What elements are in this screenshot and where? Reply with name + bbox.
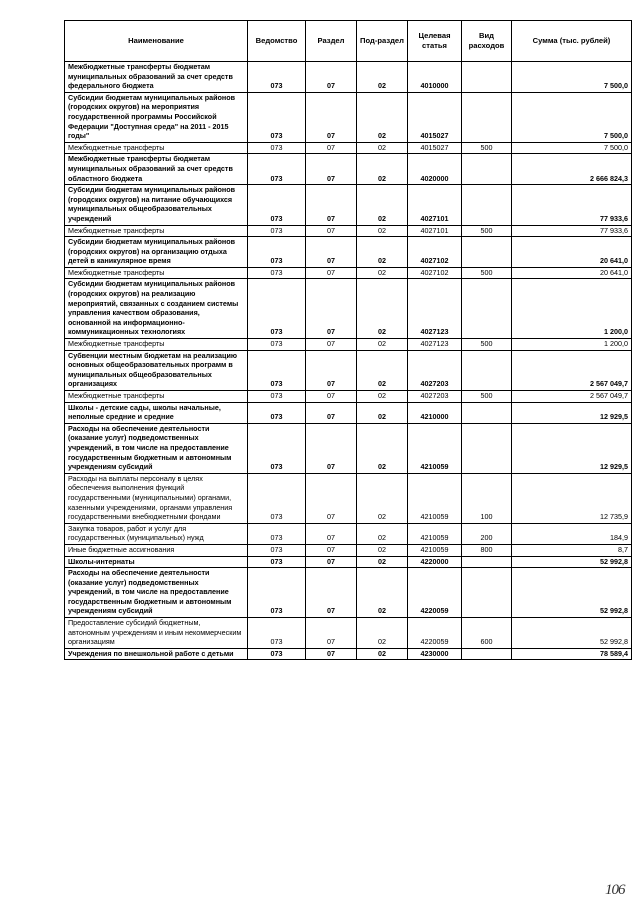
table-row [65,473,632,523]
table-row [65,423,632,473]
cell-vid [462,237,512,268]
cell-razdel: 07 [306,267,357,279]
cell-podrazdel: 02 [357,402,408,423]
cell-razdel: 07 [306,154,357,185]
cell-ved: 073 [248,225,306,237]
cell-vid: 500 [462,391,512,403]
cell-podrazdel: 02 [357,544,408,556]
cell-target: 4210000 [408,402,462,423]
cell-name: Межбюджетные трансферты бюджетам муниципальных образований за счет средств федерального бюджета [65,62,248,93]
cell-razdel: 07 [306,237,357,268]
cell-podrazdel: 02 [357,154,408,185]
handwritten-page-number: 106 [605,882,625,898]
cell-podrazdel: 02 [357,62,408,93]
cell-podrazdel: 02 [357,618,408,649]
cell-podrazdel: 02 [357,92,408,142]
cell-podrazdel: 02 [357,473,408,523]
cell-target: 4220059 [408,568,462,618]
cell-razdel: 07 [306,350,357,390]
cell-name: Школы - детские сады, школы начальные, неполные средние и средние [65,402,248,423]
table-row [65,568,632,618]
cell-sum: 1 200,0 [512,279,632,339]
header-row [65,21,632,62]
cell-sum: 2 567 049,7 [512,391,632,403]
cell-name: Учреждения по внешкольной работе с детьми [65,648,248,660]
cell-target: 4027101 [408,225,462,237]
cell-vid: 800 [462,544,512,556]
cell-ved: 073 [248,142,306,154]
cell-sum: 12 929,5 [512,402,632,423]
cell-sum: 2 567 049,7 [512,350,632,390]
header-summa: Сумма (тыс. рублей) [512,21,632,62]
cell-vid [462,185,512,225]
cell-vid [462,279,512,339]
cell-target: 4027123 [408,339,462,351]
cell-vid [462,568,512,618]
cell-razdel: 07 [306,225,357,237]
cell-name: Субсидии бюджетам муниципальных районов (городских округов) на питание обучающихся муниципальных общеобразовательных учреждений [65,185,248,225]
cell-name: Межбюджетные трансферты бюджетам муниципальных образований за счет средств областного бюджета [65,154,248,185]
cell-name: Предоставление субсидий бюджетным, автономным учреждениям и иным некоммерческим организациям [65,618,248,649]
cell-podrazdel: 02 [357,523,408,544]
cell-razdel: 07 [306,648,357,660]
header-name: Наименование [65,21,248,62]
cell-target: 4210059 [408,544,462,556]
cell-razdel: 07 [306,556,357,568]
cell-name: Расходы на обеспечение деятельности (оказание услуг) подведомственных учреждений, в том числе на предоставление государственным бюджетным и автономным учреждениям субсидий [65,568,248,618]
cell-razdel: 07 [306,391,357,403]
cell-podrazdel: 02 [357,556,408,568]
cell-target: 4027102 [408,237,462,268]
cell-target: 4027203 [408,391,462,403]
cell-sum: 12 929,5 [512,423,632,473]
table-row [65,544,632,556]
cell-podrazdel: 02 [357,423,408,473]
cell-sum: 12 735,9 [512,473,632,523]
cell-vid: 600 [462,618,512,649]
cell-razdel: 07 [306,544,357,556]
cell-ved: 073 [248,523,306,544]
cell-razdel: 07 [306,339,357,351]
cell-target: 4220059 [408,618,462,649]
cell-razdel: 07 [306,568,357,618]
cell-vid [462,62,512,93]
cell-ved: 073 [248,350,306,390]
cell-razdel: 07 [306,618,357,649]
cell-razdel: 07 [306,142,357,154]
header-tselevaya: Целевая статья [408,21,462,62]
cell-sum: 8,7 [512,544,632,556]
header-vedomstvo: Ведомство [248,21,306,62]
cell-sum: 2 666 824,3 [512,154,632,185]
cell-name: Субвенции местным бюджетам на реализацию основных общеобразовательных программ в муниципальных общеобразовательных организациях [65,350,248,390]
table-row [65,185,632,225]
cell-podrazdel: 02 [357,142,408,154]
cell-vid: 500 [462,225,512,237]
table-row [65,523,632,544]
cell-podrazdel: 02 [357,350,408,390]
cell-ved: 073 [248,402,306,423]
budget-table [64,20,632,660]
cell-sum: 1 200,0 [512,339,632,351]
cell-target: 4210059 [408,423,462,473]
cell-vid [462,402,512,423]
cell-vid [462,423,512,473]
cell-name: Межбюджетные трансферты [65,225,248,237]
table-row [65,237,632,268]
cell-target: 4010000 [408,62,462,93]
table-row [65,267,632,279]
cell-vid [462,350,512,390]
cell-vid [462,92,512,142]
table-row [65,62,632,93]
cell-podrazdel: 02 [357,568,408,618]
cell-name: Расходы на обеспечение деятельности (оказание услуг) подведомственных учреждений, в том числе на предоставление государственным бюджетным и автономным учреждениям субсидий [65,423,248,473]
cell-name: Школы-интернаты [65,556,248,568]
cell-name: Субсидии бюджетам муниципальных районов (городских округов) на реализацию мероприятий, связанных с созданием системы управления качеством образования, основанной на информационно-коммуникационных технологиях [65,279,248,339]
cell-vid [462,154,512,185]
cell-target: 4015027 [408,92,462,142]
cell-name: Иные бюджетные ассигнования [65,544,248,556]
cell-razdel: 07 [306,402,357,423]
cell-name: Закупка товаров, работ и услуг для государственных (муниципальных) нужд [65,523,248,544]
header-podrazdel: Под-раздел [357,21,408,62]
cell-ved: 073 [248,473,306,523]
cell-vid [462,556,512,568]
table-row [65,92,632,142]
cell-target: 4020000 [408,154,462,185]
cell-ved: 073 [248,391,306,403]
cell-name: Межбюджетные трансферты [65,391,248,403]
cell-sum: 77 933,6 [512,225,632,237]
cell-target: 4027102 [408,267,462,279]
table-row [65,339,632,351]
cell-vid: 500 [462,339,512,351]
cell-podrazdel: 02 [357,267,408,279]
table-row [65,402,632,423]
cell-ved: 073 [248,544,306,556]
cell-ved: 073 [248,556,306,568]
cell-sum: 7 500,0 [512,62,632,93]
table-row [65,618,632,649]
cell-vid: 100 [462,473,512,523]
cell-ved: 073 [248,62,306,93]
cell-ved: 073 [248,185,306,225]
cell-target: 4027101 [408,185,462,225]
cell-razdel: 07 [306,423,357,473]
cell-sum: 77 933,6 [512,185,632,225]
cell-vid: 500 [462,267,512,279]
cell-target: 4210059 [408,473,462,523]
cell-sum: 78 589,4 [512,648,632,660]
table-row [65,556,632,568]
cell-ved: 073 [248,423,306,473]
cell-podrazdel: 02 [357,185,408,225]
cell-vid: 500 [462,142,512,154]
cell-target: 4230000 [408,648,462,660]
header-razdel: Раздел [306,21,357,62]
table-row [65,648,632,660]
cell-target: 4027123 [408,279,462,339]
cell-podrazdel: 02 [357,391,408,403]
cell-name: Субсидии бюджетам муниципальных районов (городских округов) на организацию отдыха детей в каникулярное время [65,237,248,268]
cell-podrazdel: 02 [357,648,408,660]
cell-ved: 073 [248,618,306,649]
cell-sum: 7 500,0 [512,142,632,154]
cell-sum: 52 992,8 [512,556,632,568]
table-row [65,391,632,403]
cell-name: Субсидии бюджетам муниципальных районов (городских округов) на мероприятия государственной программы Российской Федерации "Доступная среда" на 2011 - 2015 годы" [65,92,248,142]
cell-razdel: 07 [306,62,357,93]
cell-ved: 073 [248,237,306,268]
cell-podrazdel: 02 [357,225,408,237]
cell-name: Межбюджетные трансферты [65,142,248,154]
cell-podrazdel: 02 [357,339,408,351]
cell-razdel: 07 [306,279,357,339]
cell-ved: 073 [248,267,306,279]
cell-sum: 184,9 [512,523,632,544]
cell-sum: 7 500,0 [512,92,632,142]
table-row [65,154,632,185]
cell-vid [462,648,512,660]
table-row [65,279,632,339]
cell-target: 4210059 [408,523,462,544]
cell-ved: 073 [248,279,306,339]
cell-razdel: 07 [306,92,357,142]
cell-name: Расходы на выплаты персоналу в целях обеспечения выполнения функций государственными (муниципальными) органами, казенными учреждениями, органами управления государственными внебюджетными фондами [65,473,248,523]
cell-ved: 073 [248,568,306,618]
table-row [65,350,632,390]
cell-sum: 52 992,8 [512,618,632,649]
cell-ved: 073 [248,339,306,351]
cell-sum: 20 641,0 [512,237,632,268]
cell-razdel: 07 [306,185,357,225]
cell-name: Межбюджетные трансферты [65,267,248,279]
cell-target: 4220000 [408,556,462,568]
cell-razdel: 07 [306,473,357,523]
cell-vid: 200 [462,523,512,544]
header-vid: Вид расходов [462,21,512,62]
cell-ved: 073 [248,154,306,185]
cell-ved: 073 [248,92,306,142]
table-row [65,142,632,154]
cell-razdel: 07 [306,523,357,544]
cell-podrazdel: 02 [357,237,408,268]
cell-target: 4027203 [408,350,462,390]
cell-sum: 52 992,8 [512,568,632,618]
cell-ved: 073 [248,648,306,660]
cell-sum: 20 641,0 [512,267,632,279]
cell-name: Межбюджетные трансферты [65,339,248,351]
cell-target: 4015027 [408,142,462,154]
cell-podrazdel: 02 [357,279,408,339]
table-row [65,225,632,237]
